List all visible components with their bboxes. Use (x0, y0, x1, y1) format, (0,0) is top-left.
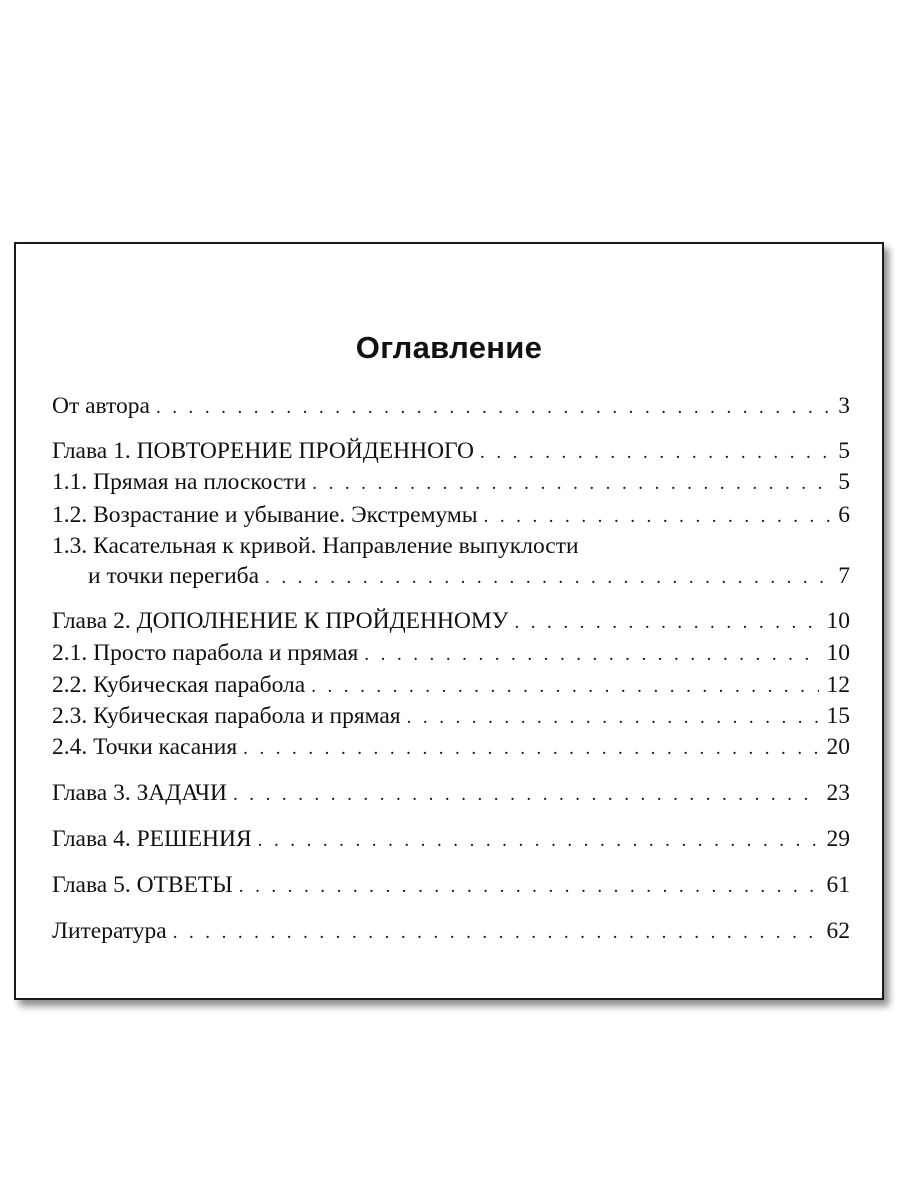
toc-entry-page: 61 (826, 872, 850, 898)
toc-leader-dots (173, 923, 819, 942)
toc-entry-label: 1.2. Возрастание и убывание. Экстремумы (52, 502, 478, 528)
toc-entry-section-1-3-cont (52, 565, 850, 589)
toc-entry-page: 29 (826, 826, 850, 852)
toc-leader-dots (312, 474, 830, 493)
toc-entry-chapter-2 (52, 610, 850, 634)
toc-leader-dots (243, 739, 818, 758)
toc-entry-page: 20 (826, 734, 850, 760)
page-title: Оглавление (355, 330, 543, 365)
toc-leader-dots (407, 708, 819, 727)
toc-leader-dots (258, 831, 819, 850)
toc-entry-section-1-1 (52, 471, 850, 495)
toc-leader-dots (311, 677, 818, 696)
toc-leader-dots (484, 507, 831, 526)
toc-entry-section-2-4 (52, 736, 850, 760)
toc-entry-page: 5 (838, 469, 850, 495)
toc-page (14, 242, 884, 1000)
toc-entry-page: 10 (826, 640, 850, 666)
toc-entry-label: 1.1. Прямая на плоскости (52, 469, 307, 495)
toc-leader-dots (239, 877, 819, 896)
toc-entry-page: 12 (826, 672, 850, 698)
toc-entry-chapter-4 (52, 828, 850, 852)
toc-entry-literature (52, 920, 850, 944)
toc-entry-chapter-3 (52, 782, 850, 806)
table-of-contents (52, 244, 850, 998)
toc-entry-section-2-1 (52, 642, 850, 666)
toc-leader-dots (514, 613, 818, 632)
toc-entry-section-1-3 (52, 535, 850, 559)
toc-leader-dots (156, 398, 830, 417)
toc-entry-page: 5 (838, 438, 850, 464)
toc-entry-from-author (52, 395, 850, 419)
toc-entry-label: Литература (52, 918, 167, 944)
toc-entry-chapter-5 (52, 874, 850, 898)
toc-entry-chapter-1 (52, 440, 850, 464)
toc-entry-page: 7 (838, 563, 850, 589)
toc-entry-label: Глава 5. ОТВЕТЫ (52, 872, 233, 898)
toc-entry-label: Глава 4. РЕШЕНИЯ (52, 826, 252, 852)
toc-entry-label: Глава 1. ПОВТОРЕНИЕ ПРОЙДЕННОГО (52, 438, 475, 464)
toc-leader-dots (364, 645, 818, 664)
toc-entry-page: 6 (838, 502, 850, 528)
toc-leader-dots (233, 785, 819, 804)
toc-entry-section-2-3 (52, 705, 850, 729)
toc-entry-page: 62 (826, 918, 850, 944)
toc-leader-dots (480, 443, 830, 462)
toc-entry-label: 2.2. Кубическая парабола (52, 672, 306, 698)
toc-entry-page: 23 (826, 780, 850, 806)
toc-entry-label: От автора (52, 393, 150, 419)
toc-entry-label: и точки перегиба (88, 563, 260, 589)
toc-entry-label: 2.3. Кубическая парабола и прямая (52, 703, 401, 729)
toc-entry-label: Глава 2. ДОПОЛНЕНИЕ К ПРОЙДЕННОМУ (52, 608, 509, 634)
toc-entry-section-1-2 (52, 504, 850, 528)
toc-leader-dots (265, 568, 830, 587)
toc-entry-label: 2.1. Просто парабола и прямая (52, 640, 359, 666)
toc-entry-page: 10 (826, 608, 850, 634)
toc-entry-section-2-2 (52, 674, 850, 698)
toc-entry-label: Глава 3. ЗАДАЧИ (52, 780, 227, 806)
toc-entry-page: 3 (838, 393, 850, 419)
toc-entry-label: 2.4. Точки касания (52, 734, 238, 760)
toc-entry-page: 15 (826, 703, 850, 729)
toc-entry-label: 1.3. Касательная к кривой. Направление выпуклости (52, 533, 579, 559)
